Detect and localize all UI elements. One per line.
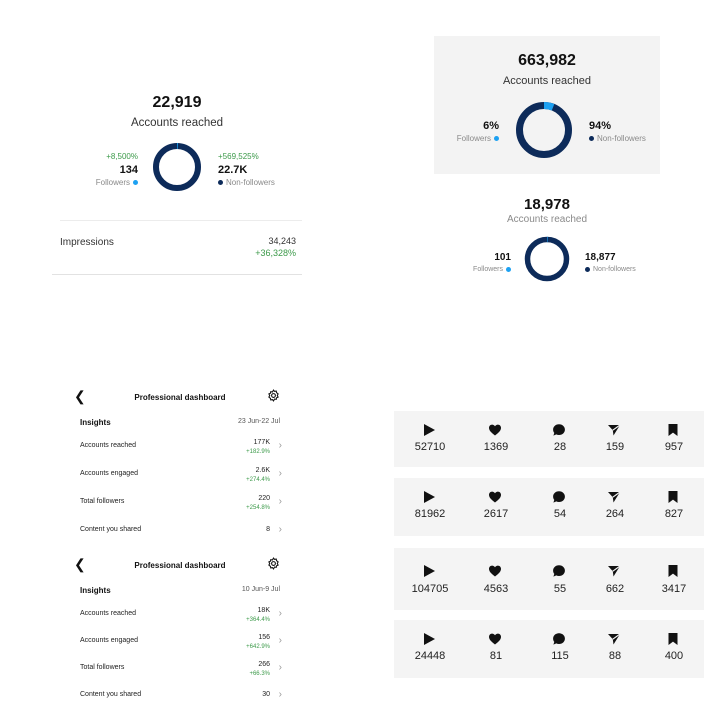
impressions-stat: [255, 236, 296, 259]
heart-icon: [488, 632, 502, 646]
dashboard-title: Professional dashboard: [134, 561, 226, 570]
row-label: Content you shared: [80, 526, 142, 533]
followers-label: Followers: [456, 133, 491, 143]
stat-likes-count: 4563: [483, 583, 509, 595]
comment-icon: [552, 632, 566, 646]
followers-pct: 6%: [483, 120, 499, 132]
stat-plays-count: 104705: [411, 583, 449, 595]
stat-saves-count: 957: [664, 441, 684, 453]
row-label: Total followers: [80, 664, 125, 671]
stat-comments: [530, 478, 590, 536]
chevron-right-icon: ›: [278, 689, 282, 700]
post-stats-bar: [394, 548, 704, 610]
stat-saves: [644, 620, 704, 678]
accounts-reached-label: Accounts reached: [130, 117, 224, 129]
nonfollowers-arc: [520, 106, 569, 155]
comment-icon: [552, 423, 566, 437]
stat-shares-count: 662: [605, 583, 625, 595]
followers-value: 101: [494, 252, 511, 263]
insight-row-content-shared[interactable]: [80, 523, 282, 543]
accounts-reached-value: 663,982: [518, 52, 576, 69]
professional-dashboard-2: [72, 552, 288, 712]
row-label: Accounts reached: [80, 442, 137, 449]
share-icon: [607, 564, 621, 578]
stat-shares-count: 88: [608, 650, 622, 662]
insights-heading: Insights: [80, 418, 111, 427]
reach-card-a: [52, 88, 302, 288]
stat-shares-count: 264: [605, 508, 625, 520]
stat-plays: [400, 620, 460, 678]
heart-icon: [488, 490, 502, 504]
row-value: 30: [262, 691, 270, 698]
date-range[interactable]: 10 Jun-9 Jul: [241, 586, 280, 593]
insight-row-total-followers[interactable]: [80, 661, 282, 681]
followers-donut: [152, 142, 202, 192]
impressions-label: Impressions: [60, 237, 114, 248]
stat-shares: [585, 548, 645, 606]
comment-icon: [552, 564, 566, 578]
impressions-change: +36,328%: [255, 247, 296, 258]
gear-icon[interactable]: [267, 389, 280, 402]
followers-value: 134: [119, 163, 138, 176]
row-label: Accounts engaged: [80, 637, 138, 644]
nonfollowers-stat: [589, 119, 646, 145]
stat-likes: [466, 548, 526, 606]
stat-shares: [585, 478, 645, 536]
heart-icon: [488, 423, 502, 437]
row-change: +66.3%: [249, 670, 270, 677]
nonfollowers-pct: 94%: [589, 120, 612, 132]
stat-comments: [530, 411, 590, 469]
stat-plays: [400, 548, 460, 606]
insights-heading: Insights: [80, 586, 111, 595]
row-value: 2.6K: [255, 467, 270, 474]
followers-dot: [494, 136, 499, 141]
row-value: 266: [258, 661, 270, 668]
play-icon: [422, 490, 436, 504]
impressions-value: 34,243: [268, 236, 296, 246]
stat-saves: [644, 548, 704, 606]
bookmark-icon: [666, 564, 680, 578]
reach-card-c: [434, 190, 660, 305]
stat-saves: [644, 478, 704, 536]
row-change: +274.4%: [246, 476, 270, 483]
share-icon: [607, 423, 621, 437]
chevron-right-icon: ›: [278, 440, 282, 451]
post-stats-bar: [394, 620, 704, 678]
followers-change: +8,500%: [106, 152, 138, 161]
row-value: 177K: [253, 439, 270, 446]
stat-shares: [585, 620, 645, 678]
row-change: +182.9%: [246, 448, 270, 455]
share-icon: [607, 490, 621, 504]
bookmark-icon: [666, 490, 680, 504]
followers-stat: [96, 152, 138, 188]
gear-icon[interactable]: [267, 557, 280, 570]
insight-row-content-shared[interactable]: [80, 688, 282, 708]
dashboard-header: [72, 384, 288, 410]
comment-icon: [552, 490, 566, 504]
nonfollowers-stat: [218, 152, 275, 188]
row-change: +642.9%: [246, 643, 270, 650]
stat-likes-count: 81: [489, 650, 503, 662]
reach-card-b: [434, 36, 660, 174]
row-value: 156: [258, 634, 270, 641]
stat-saves-count: 3417: [661, 583, 687, 595]
chevron-right-icon: ›: [278, 468, 282, 479]
row-label: Total followers: [80, 498, 125, 505]
stat-comments-count: 115: [551, 650, 569, 662]
nonfollowers-dot: [585, 267, 590, 272]
back-arrow-icon[interactable]: ❮: [74, 388, 86, 404]
share-icon: [607, 632, 621, 646]
chevron-right-icon: ›: [278, 635, 282, 646]
row-value: 18K: [257, 607, 270, 614]
insight-row-total-followers[interactable]: [80, 495, 282, 515]
followers-donut: [524, 236, 570, 282]
followers-label: Followers: [473, 266, 503, 273]
row-label: Accounts engaged: [80, 470, 138, 477]
stat-comments-count: 28: [553, 441, 567, 453]
stat-plays-count: 52710: [414, 441, 446, 453]
row-change: +364.4%: [246, 616, 270, 623]
accounts-reached-value: 18,978: [524, 196, 570, 213]
nonfollowers-dot: [589, 136, 594, 141]
stat-saves-count: 827: [664, 508, 684, 520]
row-value: 220: [258, 495, 270, 502]
divider: [52, 274, 302, 275]
nonfollowers-label: Non-followers: [597, 133, 646, 143]
date-range[interactable]: 23 Jun-22 Jul: [237, 418, 280, 425]
chevron-right-icon: ›: [278, 662, 282, 673]
chevron-right-icon: ›: [278, 524, 282, 535]
post-stats-bar: [394, 411, 704, 467]
insight-row-accounts-engaged[interactable]: [80, 467, 282, 487]
stat-comments: [530, 548, 590, 606]
chevron-right-icon: ›: [278, 608, 282, 619]
nonfollowers-arc: [528, 240, 567, 279]
followers-dot: [133, 180, 138, 185]
accounts-reached-label: Accounts reached: [506, 214, 588, 225]
bookmark-icon: [666, 423, 680, 437]
nonfollowers-arc: [156, 146, 198, 188]
nonfollowers-change: +569,525%: [218, 152, 259, 161]
nonfollowers-label: Non-followers: [593, 266, 636, 273]
play-icon: [422, 564, 436, 578]
stat-plays: [400, 478, 460, 536]
row-label: Content you shared: [80, 691, 142, 698]
nonfollowers-label: Non-followers: [226, 177, 275, 187]
stat-comments-count: 54: [553, 508, 567, 520]
nonfollowers-value: 22.7K: [218, 163, 248, 176]
nonfollowers-stat: [585, 251, 636, 275]
insight-row-accounts-engaged[interactable]: [80, 634, 282, 654]
followers-stat: [457, 119, 499, 145]
accounts-reached-value: 22,919: [152, 94, 202, 111]
stat-likes-count: 1369: [483, 441, 509, 453]
stat-plays-count: 81962: [414, 508, 446, 520]
stat-comments-count: 55: [553, 583, 567, 595]
professional-dashboard-1: [72, 384, 288, 544]
stat-shares: [585, 411, 645, 469]
heart-icon: [488, 564, 502, 578]
row-value: 8: [266, 526, 270, 533]
play-icon: [422, 632, 436, 646]
stat-comments: [530, 620, 590, 678]
row-label: Accounts reached: [80, 610, 137, 617]
stat-likes: [466, 411, 526, 469]
dashboard-header: [72, 552, 288, 578]
followers-label: Followers: [95, 177, 130, 187]
stat-likes-count: 2617: [483, 508, 509, 520]
insight-row-accounts-reached[interactable]: [80, 439, 282, 459]
insight-row-accounts-reached[interactable]: [80, 607, 282, 627]
stat-saves-count: 400: [664, 650, 684, 662]
followers-stat: [473, 251, 511, 275]
stat-likes: [466, 620, 526, 678]
nonfollowers-value: 18,877: [585, 252, 616, 263]
play-icon: [422, 423, 436, 437]
back-arrow-icon[interactable]: ❮: [74, 556, 86, 572]
post-stats-bar: [394, 478, 704, 536]
stat-shares-count: 159: [605, 441, 625, 453]
divider: [60, 220, 302, 221]
stat-plays-count: 24448: [414, 650, 446, 662]
bookmark-icon: [666, 632, 680, 646]
stat-likes: [466, 478, 526, 536]
accounts-reached-label: Accounts reached: [502, 75, 592, 87]
row-change: +254.8%: [246, 504, 270, 511]
dashboard-title: Professional dashboard: [134, 393, 226, 402]
chevron-right-icon: ›: [278, 496, 282, 507]
nonfollowers-dot: [218, 180, 223, 185]
followers-dot: [506, 267, 511, 272]
followers-donut: [515, 101, 573, 159]
stat-plays: [400, 411, 460, 469]
stat-saves: [644, 411, 704, 469]
